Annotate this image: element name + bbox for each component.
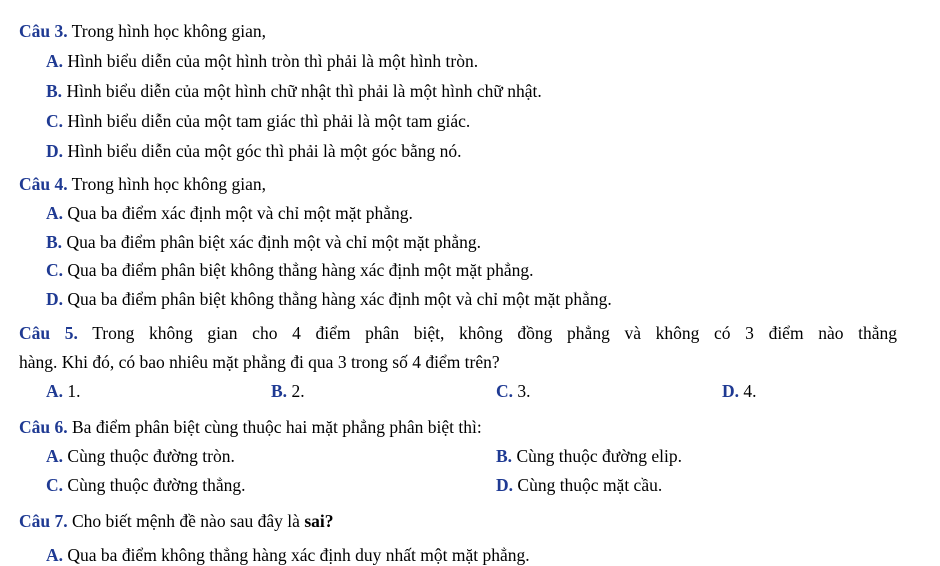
option-a <box>46 380 81 402</box>
option-d <box>496 474 662 496</box>
option-label: A. <box>46 51 64 71</box>
option-text: Cùng thuộc đường elip. <box>512 446 682 466</box>
question-6-stem <box>19 416 482 438</box>
option-label: B. <box>271 381 288 401</box>
option-label: C. <box>46 111 64 131</box>
question-5-stem <box>19 322 897 344</box>
option-text: Hình biểu diễn của một hình tròn thì phải là một hình tròn. <box>63 51 479 71</box>
option-text: Cùng thuộc đường thẳng. <box>63 475 246 495</box>
option-a <box>46 445 235 467</box>
option-a <box>46 50 478 72</box>
option-label: C. <box>46 260 64 280</box>
question-5-stem-continued <box>19 351 500 373</box>
option-b <box>496 445 682 467</box>
question-text: Trong hình học không gian, <box>67 21 266 41</box>
option-label: D. <box>46 141 64 161</box>
option-label: A. <box>46 203 64 223</box>
option-label: C. <box>46 475 64 495</box>
option-label: D. <box>722 381 740 401</box>
option-text: Hình biểu diễn của một tam giác thì phải là một tam giác. <box>63 111 471 131</box>
option-b <box>46 231 481 253</box>
question-3-stem <box>19 20 266 42</box>
option-d <box>46 140 462 162</box>
question-text: Ba điểm phân biệt cùng thuộc hai mặt phẳng phân biệt thì: <box>67 417 482 437</box>
option-text: 3. <box>513 381 531 401</box>
option-d <box>46 288 612 310</box>
question-label: Câu 4. <box>19 174 68 194</box>
option-label: C. <box>496 381 514 401</box>
option-c <box>46 110 470 132</box>
option-d <box>722 380 757 402</box>
option-text: Hình biểu diễn của một hình chữ nhật thì phải là một hình chữ nhật. <box>62 81 542 101</box>
question-label: Câu 3. <box>19 21 68 41</box>
question-label: Câu 5. <box>19 323 78 343</box>
option-c <box>46 259 533 281</box>
question-text: hàng. Khi đó, có bao nhiêu mặt phẳng đi qua 3 trong số 4 điểm trên? <box>19 352 500 372</box>
question-text: Trong hình học không gian, <box>67 174 266 194</box>
option-text: Qua ba điểm phân biệt xác định một và chỉ một mặt phẳng. <box>62 232 481 252</box>
question-4-stem <box>19 173 266 195</box>
option-text: 2. <box>287 381 305 401</box>
option-label: A. <box>46 446 64 466</box>
option-text: Hình biểu diễn của một góc thì phải là một góc bằng nó. <box>63 141 462 161</box>
option-text: Qua ba điểm phân biệt không thẳng hàng xác định một mặt phẳng. <box>63 260 534 280</box>
question-text: Trong không gian cho 4 điểm phân biệt, không đồng phẳng và không có 3 điểm nào thẳng <box>92 323 897 343</box>
option-a <box>46 202 413 224</box>
option-text: 1. <box>63 381 81 401</box>
option-label: D. <box>496 475 514 495</box>
option-c <box>46 474 246 496</box>
option-text: Qua ba điểm phân biệt không thẳng hàng xác định một và chỉ một mặt phẳng. <box>63 289 612 309</box>
option-text: Cùng thuộc mặt cầu. <box>513 475 663 495</box>
option-text: Qua ba điểm xác định một và chỉ một mặt phẳng. <box>63 203 413 223</box>
option-label: D. <box>46 289 64 309</box>
option-label: A. <box>46 381 64 401</box>
option-c <box>496 380 531 402</box>
option-b <box>271 380 305 402</box>
option-a <box>46 544 530 566</box>
option-text: Qua ba điểm không thẳng hàng xác định duy nhất một mặt phẳng. <box>63 545 530 565</box>
question-text: Cho biết mệnh đề nào sau đây là <box>67 511 305 531</box>
option-label: A. <box>46 545 64 565</box>
option-text: Cùng thuộc đường tròn. <box>63 446 235 466</box>
question-7-stem <box>19 510 334 532</box>
option-b <box>46 80 542 102</box>
question-emphasis: sai? <box>304 511 334 531</box>
question-label: Câu 6. <box>19 417 68 437</box>
question-label: Câu 7. <box>19 511 68 531</box>
option-label: B. <box>46 81 63 101</box>
option-text: 4. <box>739 381 757 401</box>
option-label: B. <box>496 446 513 466</box>
option-label: B. <box>46 232 63 252</box>
